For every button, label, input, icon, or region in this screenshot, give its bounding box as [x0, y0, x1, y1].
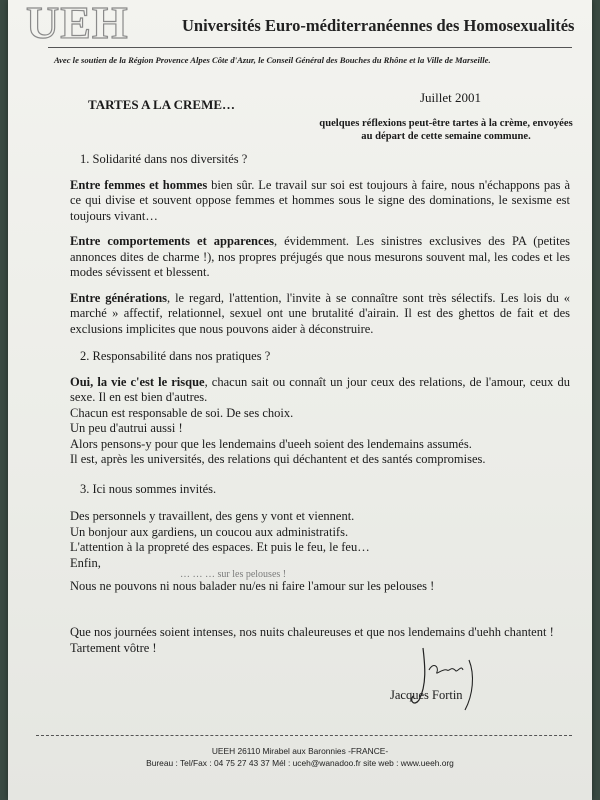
paragraph-lead: Entre générations: [70, 290, 168, 305]
document-body: [70, 152, 570, 595]
section-2-title: 2. Responsabilité dans nos pratiques ?: [80, 349, 271, 363]
section-1-title: 1. Solidarité dans nos diversités ?: [80, 152, 248, 166]
paragraph-text: , le regard, l'attention, l'invite à se connaître sont très sélectifs. Les lois du « marché » affectif, relationnel, sexuel ont une brutalité d'airain. Il est des ghettos de fait et des exclusions implicites que nous pouvons aider à déconstruire.: [70, 290, 570, 336]
section-2-line-1: Chacun est responsable de soi. De ses choix.: [70, 405, 294, 420]
paragraph-lead: Oui, la vie c'est le risque: [70, 374, 205, 389]
section-2-line-2: Un peu d'autrui aussi !: [70, 421, 183, 435]
paragraph-lead: Entre comportements et apparences: [70, 234, 274, 248]
section-3-line-2: Un bonjour aux gardiens, un coucou aux administratifs.: [70, 524, 349, 539]
document-subtitle: quelques réflexions peut-être tartes à la crème, envoyées au départ de cette semaine commune.: [319, 118, 573, 142]
support-line: Avec le soutien de la Région Provence Alpes Côte d'Azur, le Conseil Général des Bouches du Rhône et la Ville de Marseille.: [54, 55, 491, 65]
section-3-line-4: Enfin,: [70, 555, 101, 570]
document-title: TARTES A LA CREME…: [88, 97, 236, 112]
paragraph-text: , chacun sait ou connaît un jour ceux des relations, de l'amour, ceux du sexe. Il en est bien d'autres.: [70, 374, 570, 404]
document-date: Juillet 2001: [420, 90, 482, 105]
header-divider: [48, 47, 572, 48]
handwritten-signature: [403, 640, 483, 715]
section-3-overprint: … … … sur les pelouses !: [180, 569, 287, 580]
paragraph-text: bien sûr. Le travail sur soi est toujours à faire, nous n'échappons pas à ce qui divise et souvent oppose femmes et hommes sous le signe des dominations, le sexisme est toujours vivant…: [70, 177, 570, 223]
section-3-line-5: Nous ne pouvons ni nous balader nu/es ni faire l'amour sur les pelouses !: [70, 579, 435, 593]
signature-name: Jacques Fortin: [390, 688, 463, 702]
section-1-paragraph-1: [70, 178, 570, 225]
section-3-title: 3. Ici nous sommes invités.: [80, 481, 217, 496]
footer: [8, 745, 592, 769]
section-1-paragraph-2: [70, 234, 570, 281]
section-2-line-4: Il est, après les universités, des relations qui déchantent et des santés compromises.: [70, 452, 486, 466]
section-2-line-3: Alors pensons-y pour que les lendemains d'ueeh soient des lendemains assumés.: [70, 436, 472, 451]
section-3-line-3: L'attention à la propreté des espaces. Et puis le feu, le feu…: [70, 540, 370, 554]
section-3-line-1: Des personnels y travaillent, des gens y vont et viennent.: [70, 509, 355, 523]
section-1-paragraph-3: [70, 291, 570, 338]
closing-line-2: Tartement vôtre !: [70, 640, 157, 655]
document-page: [8, 0, 592, 800]
closing-block: [70, 625, 570, 656]
paragraph-lead: Entre femmes et hommes: [70, 177, 208, 192]
footer-contact: Bureau : Tel/Fax : 04 75 27 43 37 Mél : uceh@wanadoo.fr site web : www.ueeh.org: [146, 758, 454, 768]
paragraph-text: , évidemment. Les sinistres exclusives des PA (petites annonces dites de charme !), nos propres préjugés que nous mesurons souvent mal, les codes et les modes sévissent et blessent.: [70, 234, 570, 279]
closing-line-1: Que nos journées soient intenses, nos nuits chaleureuses et que nos lendemains d'uehh chantent !: [70, 625, 554, 639]
footer-divider: [36, 735, 572, 736]
footer-address: UEEH 26110 Mirabel aux Baronnies -FRANCE-: [211, 746, 389, 756]
section-2-paragraph-1: [70, 375, 570, 406]
ueh-logo: UEH: [26, 0, 129, 48]
organization-name: Universités Euro-méditerranéennes des Homosexualités: [182, 16, 575, 35]
